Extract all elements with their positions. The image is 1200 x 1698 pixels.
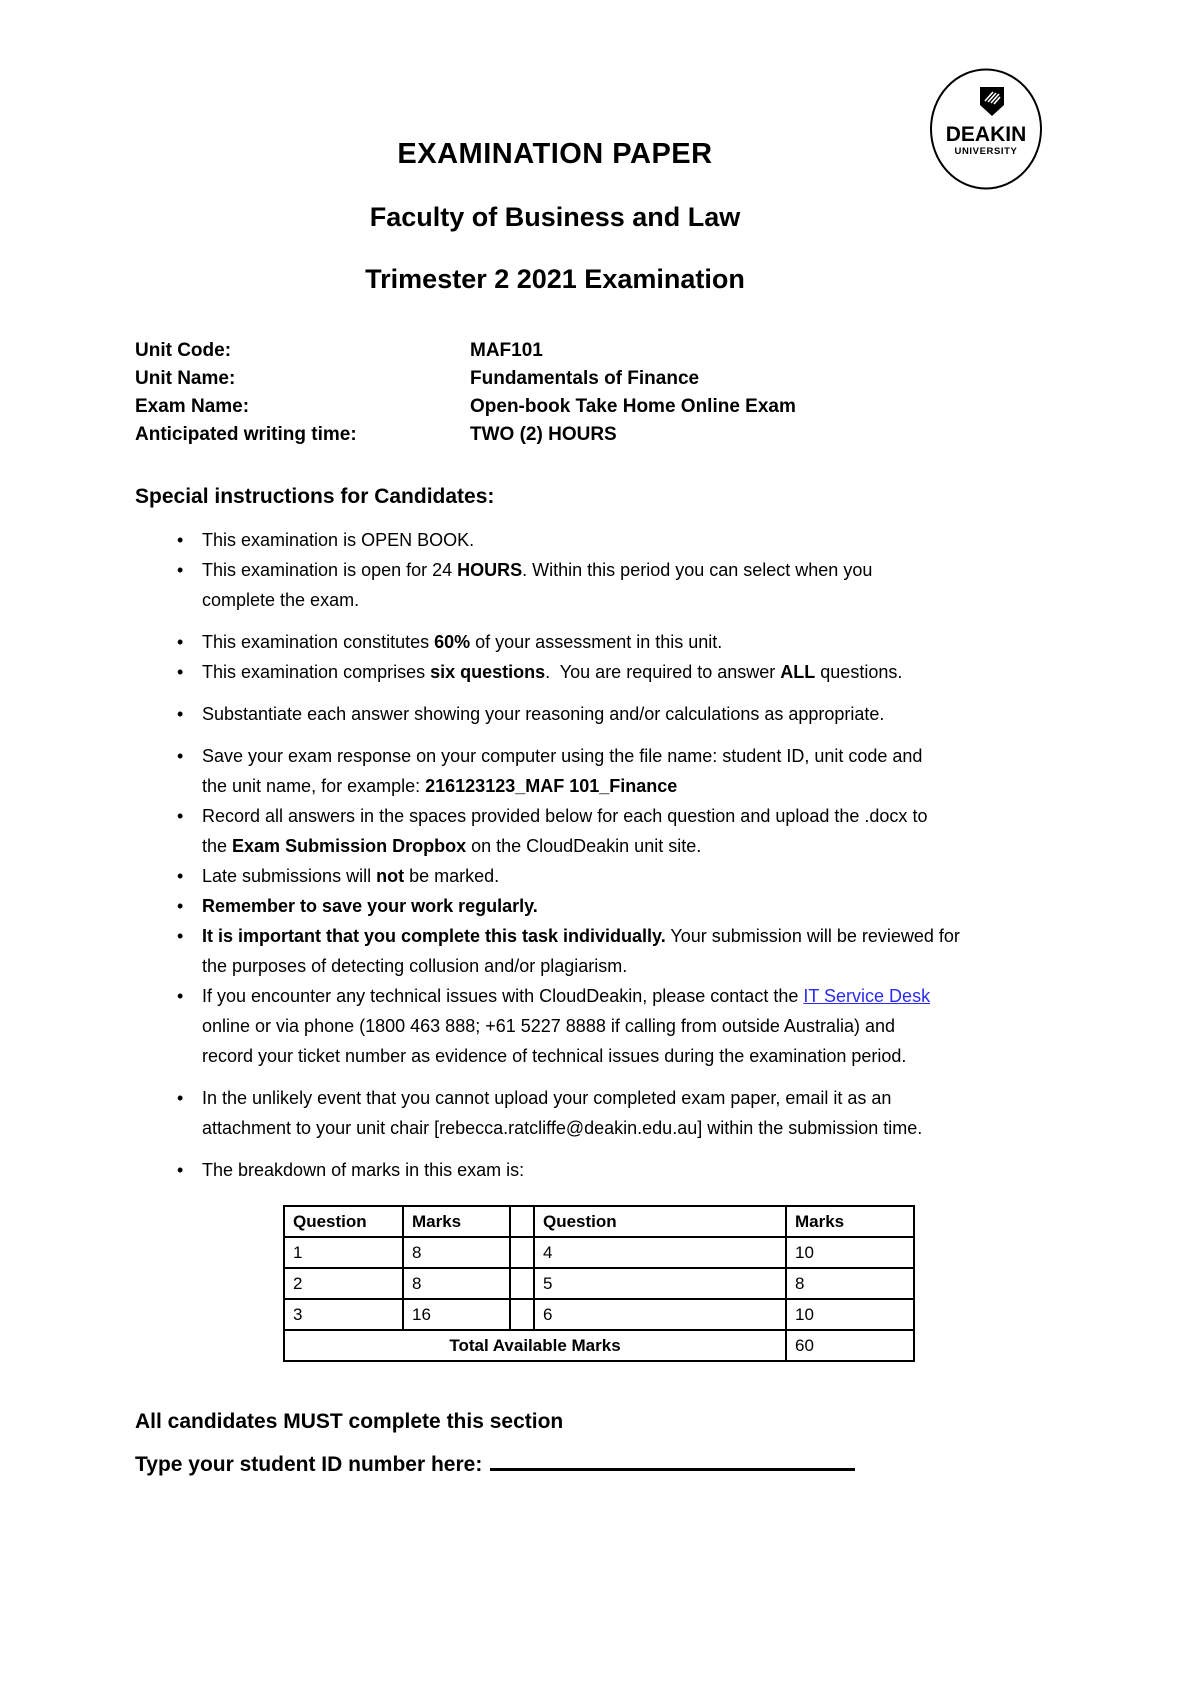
instruction-text: record your ticket number as evidence of technical issues during the examination period. bbox=[202, 1046, 907, 1066]
marks-header-cell: Question bbox=[284, 1206, 403, 1237]
detail-row bbox=[135, 337, 1110, 365]
instruction-text: of your assessment in this unit. bbox=[470, 632, 723, 652]
marks-cell: 10 bbox=[786, 1237, 914, 1268]
deakin-university-logo bbox=[929, 68, 1043, 190]
marks-total-label: Total Available Marks bbox=[284, 1330, 786, 1361]
marks-table-header-row bbox=[284, 1206, 914, 1237]
instruction-item bbox=[135, 891, 1110, 921]
instruction-item bbox=[135, 1083, 1110, 1143]
instruction-text: 216123123_MAF 101_Finance bbox=[425, 776, 678, 796]
detail-value: Open-book Take Home Online Exam bbox=[470, 396, 796, 417]
marks-cell: 6 bbox=[534, 1299, 786, 1330]
instruction-text: 60% bbox=[434, 632, 471, 652]
instruction-item bbox=[135, 921, 1110, 981]
instruction-item bbox=[135, 801, 1110, 861]
instruction-text: In the unlikely event that you cannot upload your completed exam paper, email it as an bbox=[202, 1088, 892, 1108]
it-service-desk-link[interactable]: IT Service Desk bbox=[803, 986, 931, 1006]
marks-cell: 8 bbox=[403, 1237, 510, 1268]
marks-row bbox=[284, 1299, 914, 1330]
marks-cell: 8 bbox=[403, 1268, 510, 1299]
detail-row bbox=[135, 421, 1110, 449]
marks-cell: 2 bbox=[284, 1268, 403, 1299]
instruction-text: Save your exam response on your computer using the file name: student ID, unit code and bbox=[202, 746, 923, 766]
exam-details bbox=[135, 337, 1110, 449]
marks-cell bbox=[510, 1268, 534, 1299]
instruction-text: This examination is OPEN BOOK. bbox=[202, 530, 475, 550]
instruction-text: be marked. bbox=[404, 866, 500, 886]
instruction-text: not bbox=[376, 866, 405, 886]
instruction-text: Remember to save your work regularly. bbox=[202, 896, 538, 916]
marks-cell bbox=[510, 1237, 534, 1268]
instruction-text: This examination constitutes bbox=[202, 632, 435, 652]
instruction-text: questions. bbox=[815, 662, 903, 682]
instruction-text: It is important that you complete this task individually. bbox=[202, 926, 666, 946]
instruction-item bbox=[135, 555, 1110, 615]
marks-cell bbox=[510, 1299, 534, 1330]
instruction-text: . Within this period you can select when you bbox=[522, 560, 873, 580]
instructions-list bbox=[135, 525, 1110, 1185]
marks-row bbox=[284, 1268, 914, 1299]
detail-row bbox=[135, 393, 1110, 421]
instruction-item bbox=[135, 981, 1110, 1071]
instruction-text: The breakdown of marks in this exam is: bbox=[202, 1160, 525, 1180]
instruction-text: ALL bbox=[780, 662, 816, 682]
instruction-text: Substantiate each answer showing your reasoning and/or calculations as appropriate. bbox=[202, 704, 885, 724]
instruction-text: Exam Submission Dropbox bbox=[232, 836, 467, 856]
instruction-item bbox=[135, 525, 1110, 555]
instruction-text: complete the exam. bbox=[202, 590, 360, 610]
marks-total-value: 60 bbox=[786, 1330, 914, 1361]
instruction-text: online or via phone (1800 463 888; +61 5227 8888 if calling from outside Australia) and bbox=[202, 1016, 895, 1036]
instruction-item bbox=[135, 699, 1110, 729]
instruction-text: on the CloudDeakin unit site. bbox=[466, 836, 702, 856]
marks-header-cell: Marks bbox=[786, 1206, 914, 1237]
marks-table bbox=[283, 1205, 915, 1362]
student-id-entry-line[interactable] bbox=[490, 1448, 855, 1471]
deakin-logo-graphic bbox=[929, 68, 1043, 190]
detail-label: Exam Name: bbox=[135, 396, 250, 417]
instruction-text: Late submissions will bbox=[202, 866, 377, 886]
trimester-subtitle: Trimester 2 2021 Examination bbox=[365, 264, 745, 294]
instruction-text: Your submission will be reviewed for bbox=[665, 926, 960, 946]
student-id-prompt: Type your student ID number here: bbox=[135, 1453, 483, 1476]
marks-cell: 4 bbox=[534, 1237, 786, 1268]
detail-row bbox=[135, 365, 1110, 393]
candidate-section bbox=[135, 1410, 1110, 1477]
detail-value: TWO (2) HOURS bbox=[470, 424, 617, 445]
instruction-text: the unit name, for example: bbox=[202, 776, 426, 796]
instruction-text: the purposes of detecting collusion and/or plagiarism. bbox=[202, 956, 628, 976]
marks-total-row bbox=[284, 1330, 914, 1361]
marks-header-cell: Question bbox=[534, 1206, 786, 1237]
student-id-row bbox=[135, 1448, 1110, 1477]
instruction-item bbox=[135, 861, 1110, 891]
instruction-text: HOURS bbox=[457, 560, 523, 580]
instruction-item bbox=[135, 627, 1110, 657]
marks-cell: 16 bbox=[403, 1299, 510, 1330]
instruction-text: attachment to your unit chair [rebecca.ratcliffe@deakin.edu.au] within the submission time. bbox=[202, 1118, 923, 1138]
instruction-item bbox=[135, 657, 1110, 687]
page-title: EXAMINATION PAPER bbox=[397, 138, 713, 170]
instruction-text: Record all answers in the spaces provided below for each question and upload the .docx to bbox=[202, 806, 928, 826]
marks-cell: 5 bbox=[534, 1268, 786, 1299]
instruction-text: This examination is open for 24 bbox=[202, 560, 458, 580]
instruction-text: This examination comprises bbox=[202, 662, 431, 682]
marks-table-body bbox=[284, 1237, 914, 1361]
marks-cell: 1 bbox=[284, 1237, 403, 1268]
complete-section-heading: All candidates MUST complete this section bbox=[135, 1410, 564, 1433]
instruction-item bbox=[135, 741, 1110, 801]
detail-label: Unit Name: bbox=[135, 368, 236, 389]
logo-wordmark-sub: UNIVERSITY bbox=[954, 146, 1018, 157]
instruction-text: . You are required to answer bbox=[545, 662, 781, 682]
instruction-item bbox=[135, 1155, 1110, 1185]
marks-header-cell: Marks bbox=[403, 1206, 510, 1237]
marks-cell: 3 bbox=[284, 1299, 403, 1330]
faculty-subtitle: Faculty of Business and Law bbox=[369, 202, 741, 232]
instruction-text: the bbox=[202, 836, 233, 856]
detail-value: Fundamentals of Finance bbox=[470, 368, 700, 389]
document-header bbox=[135, 0, 975, 295]
logo-wordmark: DEAKIN bbox=[945, 123, 1027, 146]
instructions-heading: Special instructions for Candidates: bbox=[135, 485, 495, 508]
detail-label: Unit Code: bbox=[135, 340, 232, 361]
marks-cell: 8 bbox=[786, 1268, 914, 1299]
instruction-text: six questions bbox=[430, 662, 546, 682]
marks-header-cell bbox=[510, 1206, 534, 1237]
detail-label: Anticipated writing time: bbox=[135, 424, 357, 445]
instruction-text: If you encounter any technical issues with CloudDeakin, please contact the bbox=[202, 986, 804, 1006]
marks-row bbox=[284, 1237, 914, 1268]
marks-cell: 10 bbox=[786, 1299, 914, 1330]
detail-value: MAF101 bbox=[470, 340, 543, 361]
